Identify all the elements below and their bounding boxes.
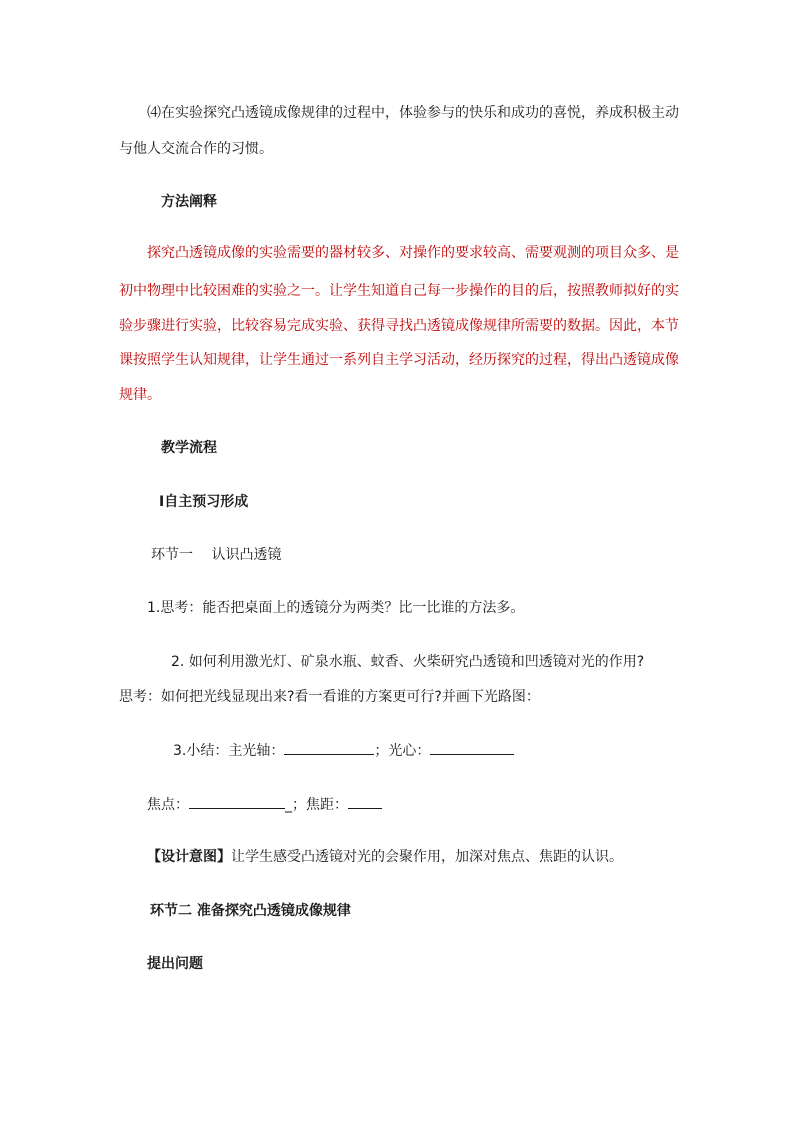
question-2: 2. 如何利用激光灯、矿泉水瓶、蚊香、火柴研究凸透镜和凹透镜对光的作用? [171,654,645,670]
flow-heading: 教学流程 [161,440,217,456]
optical-center-blank[interactable] [430,740,514,755]
summary-label: 3.小结：主光轴： [173,743,285,759]
summary-line [173,740,514,761]
method-paragraph-line4: 课按照学生认知规律，让学生通过一系列自主学习活动，经历探究的过程，得出凸透镜成像 [119,352,679,368]
design-intent-line [147,847,623,867]
objective-4-line1: ⑷在实验探究凸透镜成像规律的过程中，体验参与的快乐和成功的喜悦，养成积极主动 [147,105,679,121]
focus-line [147,794,382,815]
question-1: 1.思考：能否把桌面上的透镜分为两类？比一比谁的方法多。 [147,600,525,616]
step2-title: 环节二 准备探究凸透镜成像规律 [150,903,351,919]
focal-length-blank[interactable] [348,794,382,809]
design-intent-label: 【设计意图】 [147,849,231,865]
question-2-think: 思考：如何把光线显现出来?看一看谁的方案更可行?并画下光路图： [119,689,540,705]
raise-question-heading: 提出问题 [147,956,203,972]
focus-label: 焦点： [147,797,189,813]
focal-point-blank[interactable] [189,794,285,809]
method-paragraph-line5: 规律。 [119,387,161,403]
objective-4-line2: 与他人交流合作的习惯。 [119,141,273,157]
part1-heading: Ⅰ自主预习形成 [159,494,249,510]
focus-separator: _；焦距： [285,797,348,813]
method-paragraph-line2: 初中物理中比较困难的实验之一。让学生知道自己每一步操作的目的后，按照教师拟好的实 [119,283,679,299]
method-paragraph-line3: 验步骤进行实验，比较容易完成实验、获得寻找凸透镜成像规律所需要的数据。因此，本节 [119,318,679,334]
step1-title: 环节一 认识凸透镜 [151,547,282,563]
method-heading: 方法阐释 [161,194,217,210]
method-paragraph-line1: 探究凸透镜成像的实验需要的器材较多、对操作的要求较高、需要观测的项目众多、是 [147,245,679,261]
summary-separator: ；光心： [374,743,431,759]
principal-axis-blank[interactable] [284,740,374,755]
design-intent-text: 让学生感受凸透镜对光的会聚作用，加深对焦点、焦距的认识。 [231,849,623,865]
